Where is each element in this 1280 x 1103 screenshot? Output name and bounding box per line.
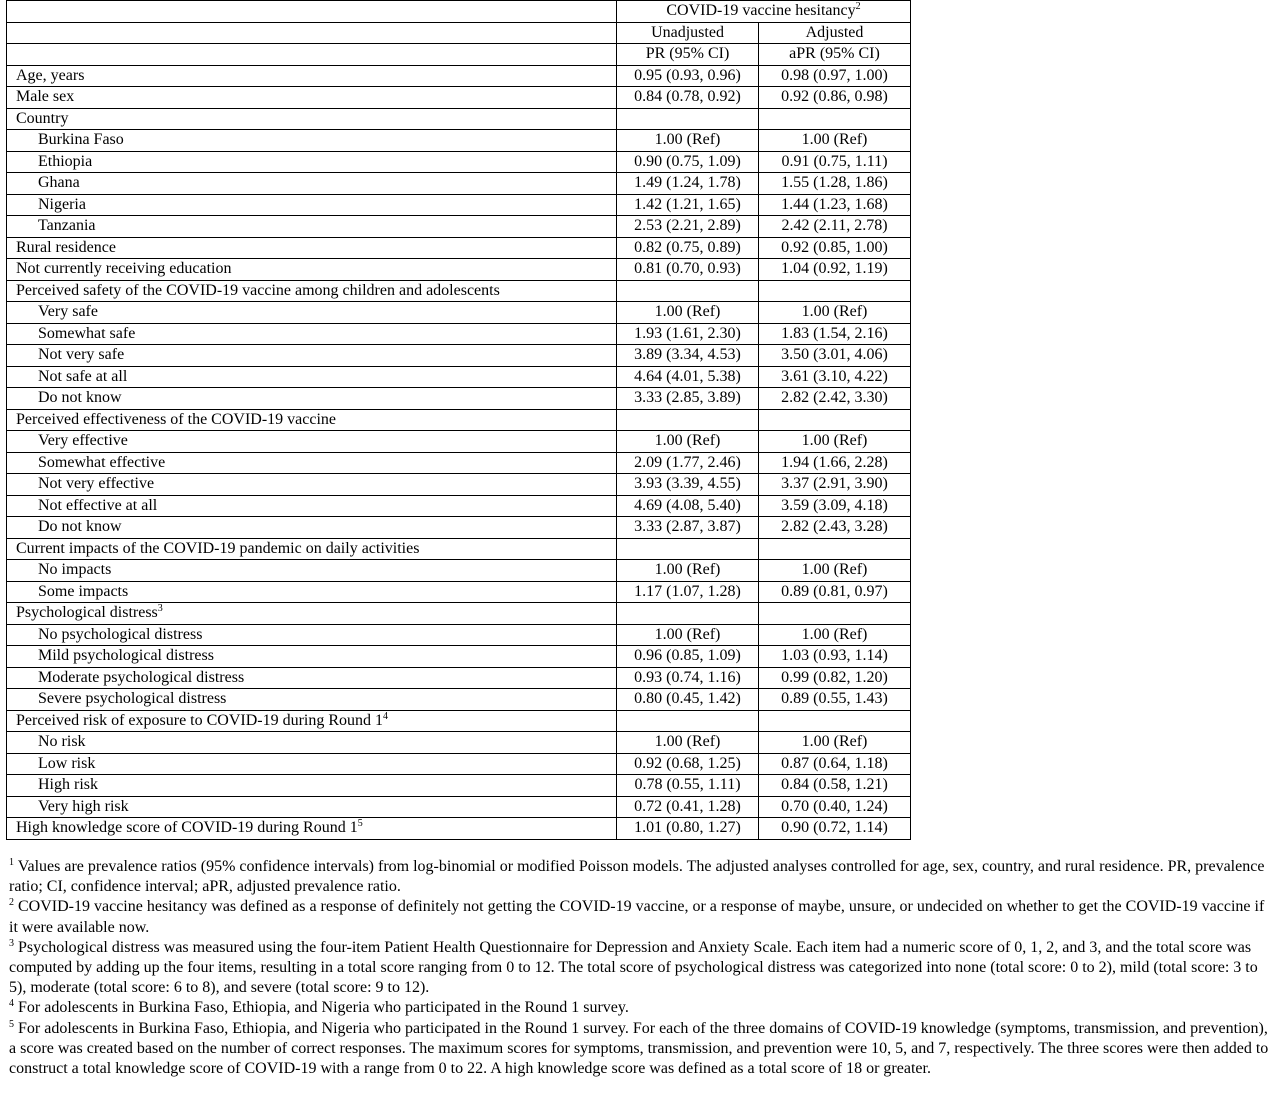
header-row-model bbox=[7, 22, 911, 44]
row-label-text: Some impacts bbox=[38, 582, 129, 600]
row-label bbox=[7, 753, 617, 775]
row-label bbox=[7, 388, 617, 410]
cell-apr: 0.98 (0.97, 1.00) bbox=[759, 65, 911, 87]
table-row bbox=[7, 151, 911, 173]
table-row bbox=[7, 302, 911, 324]
cell-pr bbox=[617, 603, 759, 625]
row-label-text: Not very safe bbox=[38, 346, 125, 363]
row-label bbox=[7, 431, 617, 453]
cell-apr: 0.92 (0.85, 1.00) bbox=[759, 237, 911, 259]
table-row bbox=[7, 130, 911, 152]
row-label bbox=[7, 474, 617, 496]
row-label bbox=[7, 280, 617, 302]
cell-pr bbox=[617, 409, 759, 431]
header-empty-cell bbox=[7, 1, 617, 23]
row-label bbox=[7, 237, 617, 259]
cell-apr: 0.87 (0.64, 1.18) bbox=[759, 753, 911, 775]
cell-apr: 1.00 (Ref) bbox=[759, 130, 911, 152]
footnote-text: For adolescents in Burkina Faso, Ethiopia, and Nigeria who participated in the Round 1 survey. For each of the three domains of COVID-19 knowledge (symptoms, transmission, and prevention), a score was created based on the number of correct responses. The maximum scores for symptoms, transmission, and prevention were 10, 5, and 7, respectively. The three scores were then added to construct a total knowledge score of COVID-19 with a range from 0 to 22. A high knowledge score was defined as a total score of 18 or greater. bbox=[9, 1019, 1269, 1078]
row-label-text: Low risk bbox=[38, 754, 96, 772]
cell-apr bbox=[759, 108, 911, 130]
row-label bbox=[7, 775, 617, 797]
cell-apr: 1.00 (Ref) bbox=[759, 732, 911, 754]
cell-pr: 0.92 (0.68, 1.25) bbox=[617, 753, 759, 775]
row-label bbox=[7, 366, 617, 388]
row-label-text: Very safe bbox=[38, 303, 98, 320]
cell-pr: 1.49 (1.24, 1.78) bbox=[617, 173, 759, 195]
cell-apr bbox=[759, 280, 911, 302]
cell-apr: 0.92 (0.86, 0.98) bbox=[759, 87, 911, 109]
table-body bbox=[7, 65, 911, 839]
header-unadjusted: Unadjusted bbox=[617, 22, 759, 44]
row-label-text: Severe psychological distress bbox=[38, 690, 227, 707]
cell-apr: 0.70 (0.40, 1.24) bbox=[759, 796, 911, 818]
row-label bbox=[7, 538, 617, 560]
row-label-text: Nigeria bbox=[38, 195, 86, 213]
cell-pr bbox=[617, 280, 759, 302]
row-label-text: Age, years bbox=[16, 66, 85, 84]
cell-apr: 1.44 (1.23, 1.68) bbox=[759, 194, 911, 216]
cell-apr bbox=[759, 603, 911, 625]
row-label bbox=[7, 732, 617, 754]
row-label-text: No psychological distress bbox=[38, 625, 203, 643]
cell-pr: 1.17 (1.07, 1.28) bbox=[617, 581, 759, 603]
row-label bbox=[7, 108, 617, 130]
cell-apr: 0.91 (0.75, 1.11) bbox=[759, 151, 911, 173]
cell-pr: 1.01 (0.80, 1.27) bbox=[617, 818, 759, 840]
footnote bbox=[9, 938, 1275, 999]
footnote-number: 2 bbox=[9, 897, 14, 909]
cell-pr: 0.82 (0.75, 0.89) bbox=[617, 237, 759, 259]
table-row bbox=[7, 259, 911, 281]
row-label bbox=[7, 87, 617, 109]
table-row bbox=[7, 388, 911, 410]
header-adjusted: Adjusted bbox=[759, 22, 911, 44]
cell-apr: 2.82 (2.42, 3.30) bbox=[759, 388, 911, 410]
footnote-text: Values are prevalence ratios (95% confidence intervals) from log-binomial or modified Poisson models. The adjusted analyses controlled for age, sex, country, and rural residence. PR, prevalence ratio; CI, confidence interval; aPR, adjusted prevalence ratio. bbox=[9, 858, 1265, 896]
row-label-text: High knowledge score of COVID-19 during Round 1 bbox=[16, 819, 358, 836]
cell-apr: 0.89 (0.81, 0.97) bbox=[759, 581, 911, 603]
row-label-text: Psychological distress bbox=[16, 604, 158, 621]
table-row bbox=[7, 732, 911, 754]
header-empty-cell bbox=[7, 44, 617, 66]
row-label bbox=[7, 624, 617, 646]
footnote-number: 5 bbox=[9, 1018, 14, 1030]
row-label bbox=[7, 65, 617, 87]
cell-pr: 3.33 (2.87, 3.87) bbox=[617, 517, 759, 539]
row-label-text: Burkina Faso bbox=[38, 131, 124, 148]
table-row bbox=[7, 517, 911, 539]
table-row bbox=[7, 216, 911, 238]
table-row bbox=[7, 237, 911, 259]
row-label bbox=[7, 194, 617, 216]
row-label bbox=[7, 173, 617, 195]
cell-apr: 0.84 (0.58, 1.21) bbox=[759, 775, 911, 797]
cell-apr bbox=[759, 710, 911, 732]
row-label-text: Not very effective bbox=[38, 475, 155, 492]
footnote-text: COVID-19 vaccine hesitancy was defined as a response of definitely not getting the COVID-19 vaccine, or a response of maybe, unsure, or undecided on whether to get the COVID-19 vaccine if it were available now. bbox=[9, 898, 1265, 936]
table-row bbox=[7, 818, 911, 840]
table-row bbox=[7, 65, 911, 87]
row-label bbox=[7, 409, 617, 431]
row-label-text: Not effective at all bbox=[38, 496, 158, 514]
cell-pr: 3.89 (3.34, 4.53) bbox=[617, 345, 759, 367]
cell-apr: 1.04 (0.92, 1.19) bbox=[759, 259, 911, 281]
table-row bbox=[7, 280, 911, 302]
row-label bbox=[7, 667, 617, 689]
cell-pr: 2.09 (1.77, 2.46) bbox=[617, 452, 759, 474]
cell-apr bbox=[759, 409, 911, 431]
row-label bbox=[7, 323, 617, 345]
cell-apr: 1.94 (1.66, 2.28) bbox=[759, 452, 911, 474]
table-row bbox=[7, 366, 911, 388]
cell-apr: 3.61 (3.10, 4.22) bbox=[759, 366, 911, 388]
footnote-number: 3 bbox=[9, 937, 14, 949]
row-label bbox=[7, 452, 617, 474]
row-label bbox=[7, 495, 617, 517]
row-label-text: Somewhat safe bbox=[38, 324, 136, 342]
cell-pr bbox=[617, 710, 759, 732]
cell-pr bbox=[617, 108, 759, 130]
cell-pr: 0.72 (0.41, 1.28) bbox=[617, 796, 759, 818]
cell-apr: 1.00 (Ref) bbox=[759, 302, 911, 324]
header-group-title bbox=[617, 1, 911, 23]
cell-pr: 3.93 (3.39, 4.55) bbox=[617, 474, 759, 496]
row-label-sup: 3 bbox=[157, 603, 163, 614]
row-label-sup: 4 bbox=[383, 710, 389, 722]
table-row bbox=[7, 452, 911, 474]
row-label-text: Tanzania bbox=[38, 217, 96, 234]
footnote-number: 4 bbox=[9, 998, 14, 1010]
table-row bbox=[7, 667, 911, 689]
results-table bbox=[6, 0, 911, 840]
cell-pr: 1.42 (1.21, 1.65) bbox=[617, 194, 759, 216]
table-row bbox=[7, 538, 911, 560]
header-apr: aPR (95% CI) bbox=[759, 44, 911, 66]
cell-pr: 4.69 (4.08, 5.40) bbox=[617, 495, 759, 517]
row-label-sup: 5 bbox=[357, 818, 363, 829]
footnote-number: 1 bbox=[9, 857, 14, 868]
table-row bbox=[7, 581, 911, 603]
cell-apr: 1.03 (0.93, 1.14) bbox=[759, 646, 911, 668]
row-label-text: Mild psychological distress bbox=[38, 647, 214, 664]
cell-apr: 0.89 (0.55, 1.43) bbox=[759, 689, 911, 711]
row-label bbox=[7, 818, 617, 840]
cell-pr: 0.95 (0.93, 0.96) bbox=[617, 65, 759, 87]
cell-pr: 1.00 (Ref) bbox=[617, 302, 759, 324]
cell-pr: 2.53 (2.21, 2.89) bbox=[617, 216, 759, 238]
cell-pr: 4.64 (4.01, 5.38) bbox=[617, 366, 759, 388]
row-label-text: Ghana bbox=[38, 174, 80, 191]
table-row bbox=[7, 689, 911, 711]
cell-pr: 3.33 (2.85, 3.89) bbox=[617, 388, 759, 410]
cell-pr: 0.84 (0.78, 0.92) bbox=[617, 87, 759, 109]
header-empty-cell bbox=[7, 22, 617, 44]
cell-apr: 2.42 (2.11, 2.78) bbox=[759, 216, 911, 238]
cell-apr: 1.55 (1.28, 1.86) bbox=[759, 173, 911, 195]
row-label-text: Ethiopia bbox=[38, 152, 93, 170]
header-group-sup: 2 bbox=[855, 1, 861, 12]
row-label bbox=[7, 710, 617, 732]
row-label bbox=[7, 603, 617, 625]
table-row bbox=[7, 624, 911, 646]
row-label bbox=[7, 689, 617, 711]
table-row bbox=[7, 775, 911, 797]
row-label bbox=[7, 560, 617, 582]
header-row-group bbox=[7, 1, 911, 23]
row-label-text: No risk bbox=[38, 733, 86, 750]
cell-apr: 0.99 (0.82, 1.20) bbox=[759, 667, 911, 689]
cell-pr bbox=[617, 538, 759, 560]
row-label-text: Current impacts of the COVID-19 pandemic on daily activities bbox=[16, 539, 420, 557]
footnotes bbox=[9, 857, 1275, 1079]
cell-pr: 0.93 (0.74, 1.16) bbox=[617, 667, 759, 689]
cell-pr: 0.96 (0.85, 1.09) bbox=[617, 646, 759, 668]
table-row bbox=[7, 87, 911, 109]
table-header bbox=[7, 1, 911, 66]
header-group-title-text: COVID-19 vaccine hesitancy bbox=[666, 2, 856, 19]
table-row bbox=[7, 646, 911, 668]
table-row bbox=[7, 796, 911, 818]
cell-pr: 1.00 (Ref) bbox=[617, 130, 759, 152]
table-row bbox=[7, 603, 911, 625]
cell-pr: 0.78 (0.55, 1.11) bbox=[617, 775, 759, 797]
cell-apr bbox=[759, 538, 911, 560]
cell-pr: 1.00 (Ref) bbox=[617, 560, 759, 582]
table-row bbox=[7, 474, 911, 496]
table-row bbox=[7, 710, 911, 732]
table-row bbox=[7, 495, 911, 517]
footnote bbox=[9, 1019, 1275, 1080]
cell-pr: 0.81 (0.70, 0.93) bbox=[617, 259, 759, 281]
header-row-measure bbox=[7, 44, 911, 66]
row-label-text: Do not know bbox=[38, 518, 122, 535]
cell-apr: 3.37 (2.91, 3.90) bbox=[759, 474, 911, 496]
cell-pr: 1.00 (Ref) bbox=[617, 732, 759, 754]
row-label bbox=[7, 151, 617, 173]
table-row bbox=[7, 345, 911, 367]
footnote bbox=[9, 998, 1275, 1018]
table-row bbox=[7, 323, 911, 345]
row-label bbox=[7, 796, 617, 818]
footnote-text: For adolescents in Burkina Faso, Ethiopia, and Nigeria who participated in the Round 1 survey. bbox=[18, 999, 629, 1017]
row-label-text: Do not know bbox=[38, 389, 122, 406]
table-row bbox=[7, 431, 911, 453]
cell-apr: 0.90 (0.72, 1.14) bbox=[759, 818, 911, 840]
cell-apr: 2.82 (2.43, 3.28) bbox=[759, 517, 911, 539]
cell-apr: 1.00 (Ref) bbox=[759, 624, 911, 646]
row-label bbox=[7, 345, 617, 367]
row-label-text: Country bbox=[16, 109, 69, 127]
row-label-text: Perceived safety of the COVID-19 vaccine among children and adolescents bbox=[16, 281, 500, 299]
cell-apr: 1.83 (1.54, 2.16) bbox=[759, 323, 911, 345]
row-label-text: Perceived risk of exposure to COVID-19 during Round 1 bbox=[16, 711, 384, 729]
cell-pr: 0.80 (0.45, 1.42) bbox=[617, 689, 759, 711]
row-label-text: Very high risk bbox=[38, 797, 129, 815]
cell-pr: 1.00 (Ref) bbox=[617, 624, 759, 646]
cell-apr: 1.00 (Ref) bbox=[759, 431, 911, 453]
row-label-text: Not safe at all bbox=[38, 367, 128, 385]
cell-apr: 3.50 (3.01, 4.06) bbox=[759, 345, 911, 367]
cell-apr: 3.59 (3.09, 4.18) bbox=[759, 495, 911, 517]
row-label-text: Very effective bbox=[38, 432, 128, 449]
table-row bbox=[7, 409, 911, 431]
table-row bbox=[7, 194, 911, 216]
row-label-text: Not currently receiving education bbox=[16, 260, 232, 277]
cell-pr: 1.93 (1.61, 2.30) bbox=[617, 323, 759, 345]
row-label bbox=[7, 130, 617, 152]
footnote bbox=[9, 897, 1275, 937]
table-row bbox=[7, 173, 911, 195]
row-label bbox=[7, 646, 617, 668]
row-label bbox=[7, 517, 617, 539]
cell-apr: 1.00 (Ref) bbox=[759, 560, 911, 582]
row-label-text: Rural residence bbox=[16, 238, 116, 256]
row-label-text: No impacts bbox=[38, 561, 112, 578]
cell-pr: 0.90 (0.75, 1.09) bbox=[617, 151, 759, 173]
footnote bbox=[9, 857, 1275, 897]
table-row bbox=[7, 108, 911, 130]
row-label bbox=[7, 259, 617, 281]
cell-pr: 1.00 (Ref) bbox=[617, 431, 759, 453]
row-label-text: Moderate psychological distress bbox=[38, 668, 245, 686]
row-label-text: Male sex bbox=[16, 88, 75, 105]
row-label-text: Perceived effectiveness of the COVID-19 vaccine bbox=[16, 410, 337, 428]
row-label-text: Somewhat effective bbox=[38, 453, 166, 471]
row-label-text: High risk bbox=[38, 776, 98, 793]
row-label bbox=[7, 216, 617, 238]
row-label bbox=[7, 302, 617, 324]
row-label bbox=[7, 581, 617, 603]
footnote-text: Psychological distress was measured using the four-item Patient Health Questionnaire for Depression and Anxiety Scale. Each item had a numeric score of 0, 1, 2, and 3, and the total score was computed by adding up the four items, resulting in a total score ranging from 0 to 12. The total score of psychological distress was categorized into none (total score: 0 to 2), mild (total score: 3 to 5), moderate (total score: 6 to 8), and severe (total score: 9 to 12). bbox=[9, 938, 1258, 997]
header-pr: PR (95% CI) bbox=[617, 44, 759, 66]
table-row bbox=[7, 560, 911, 582]
table-row bbox=[7, 753, 911, 775]
